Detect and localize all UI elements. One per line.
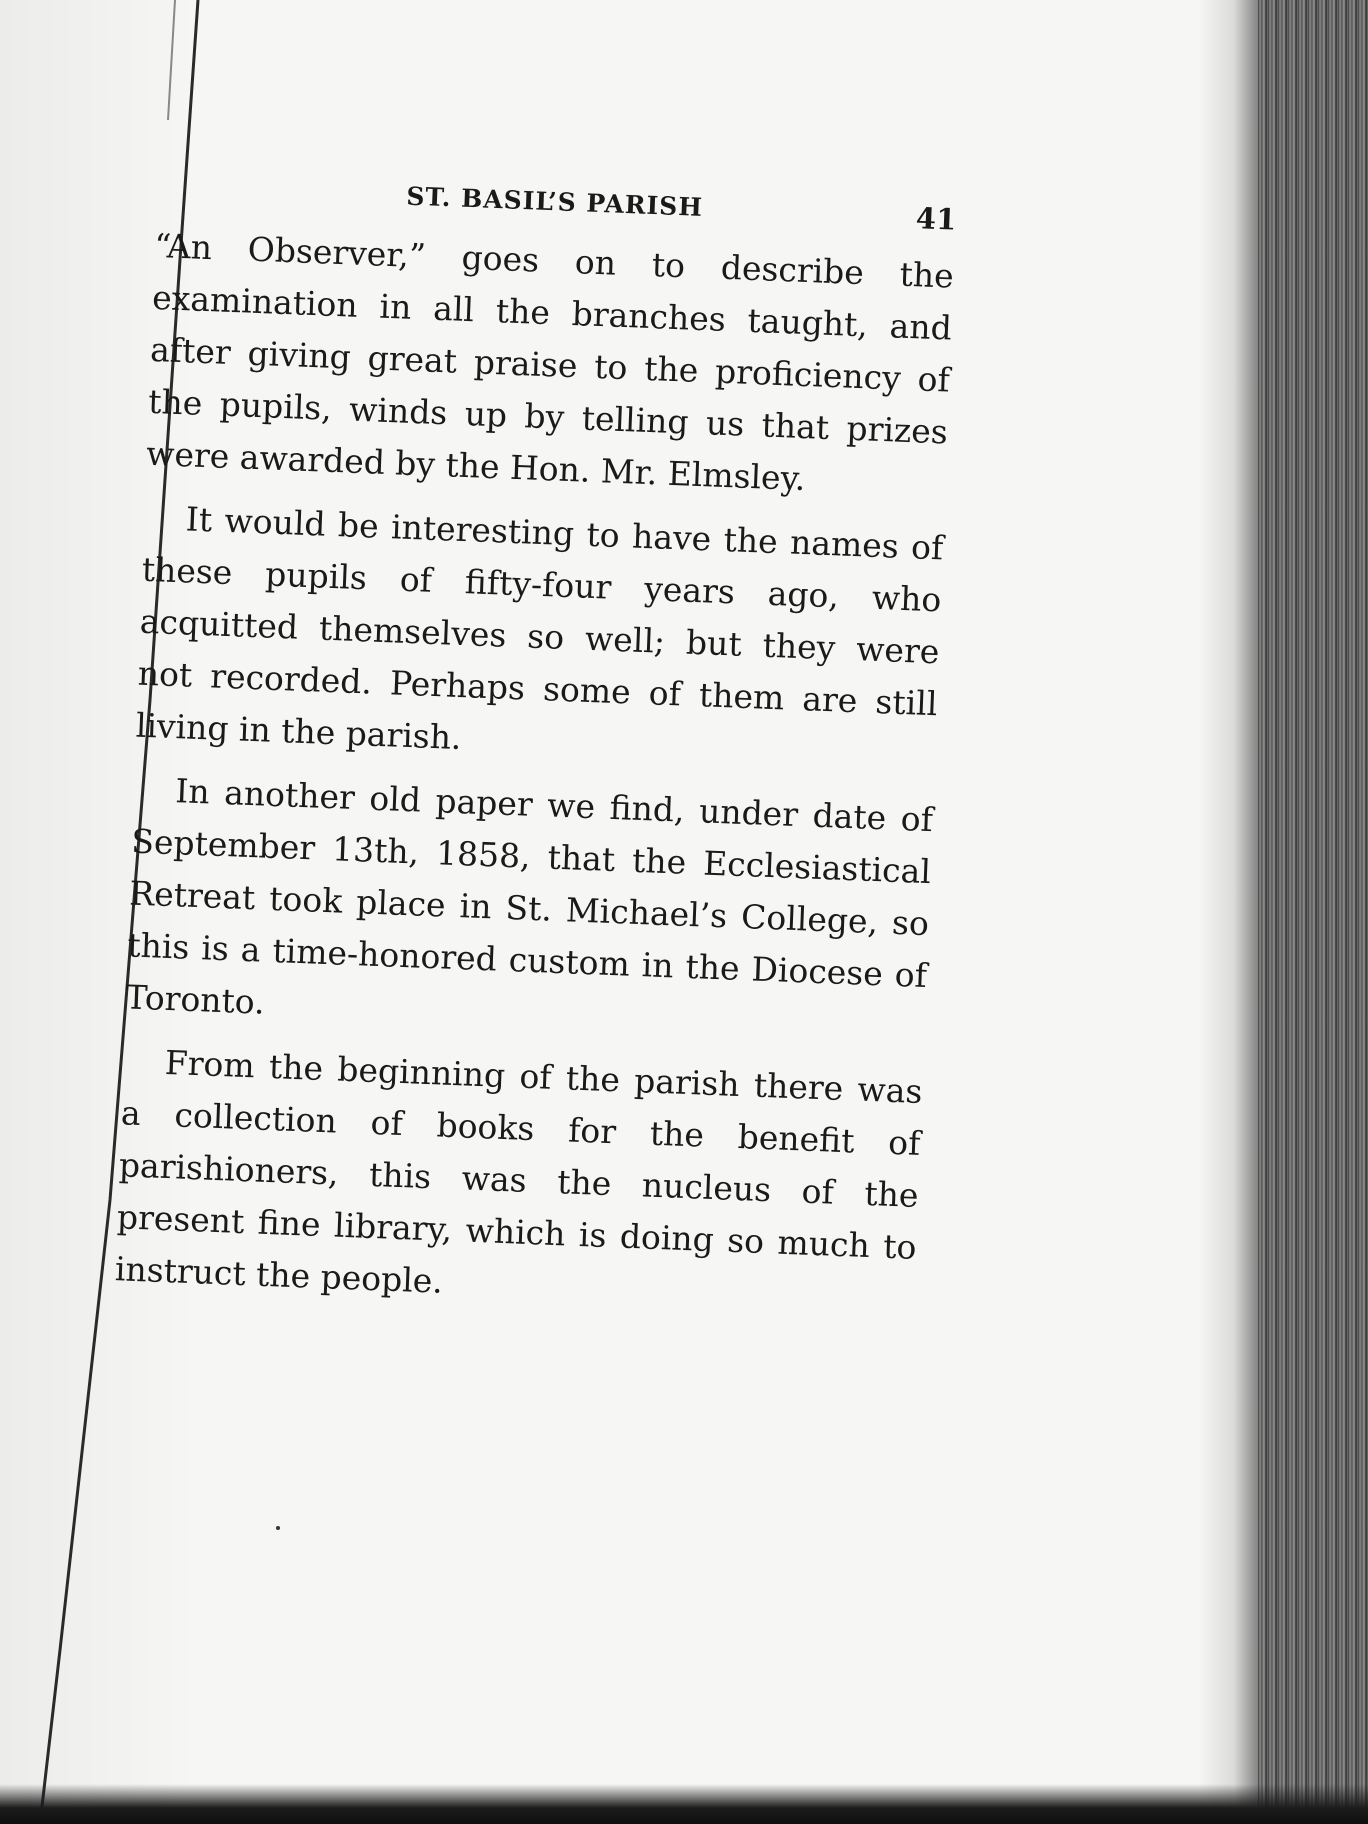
page-number: 41 <box>915 201 957 237</box>
paragraph-retreat: In another old paper we find, under date of September 13th, 1858, that the Ecclesiastical Retreat took place in St. Michael’s College, so this is a time-honored custom in the Diocese of Toronto. <box>124 771 934 1022</box>
paragraph-pupils: It would be interesting to have the names of these pupils of fifty-four years ago, who acquitted themselves so well; but they were not recorded. Perhaps some of them are still living in the parish. <box>135 499 945 758</box>
paragraph-library: From the beginning of the parish there was a collection of books for the benefit of parishioners, this was the nucleus of the present fine library, which is doing so much to instruct the people. <box>114 1042 924 1301</box>
scan-bottom-shadow <box>0 1784 1368 1824</box>
printed-page <box>114 150 957 1326</box>
running-title: ST. BASIL’S PARISH <box>405 181 704 222</box>
paragraph-observer: “An Observer,” goes on to describe the examination in all the branches taught, and after giving great praise to the proficiency of the pupils, winds up by telling us that prizes were awarded by the Hon. Mr. Elmsley. <box>145 225 955 499</box>
book-fore-edge <box>1258 0 1368 1824</box>
dust-speck <box>276 1526 280 1530</box>
